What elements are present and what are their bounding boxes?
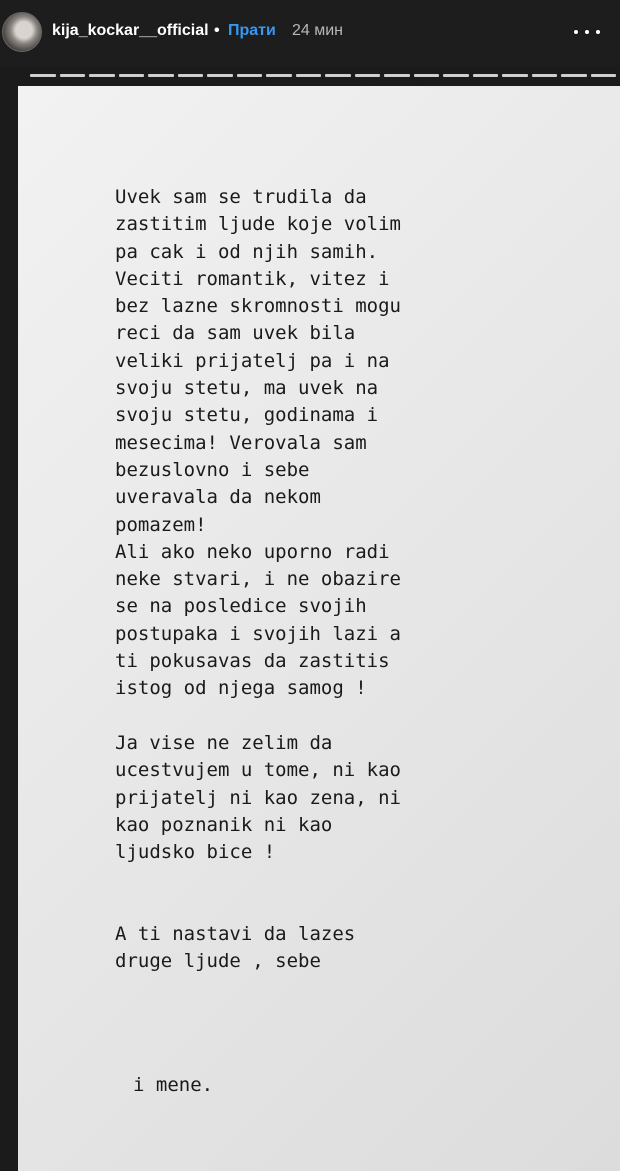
story-header [0, 0, 620, 66]
story-progress-bar [30, 74, 616, 77]
progress-segment [207, 74, 233, 77]
progress-segment [237, 74, 263, 77]
profile-avatar-icon[interactable] [2, 12, 42, 52]
progress-segment [561, 74, 587, 77]
progress-segment [296, 74, 322, 77]
progress-segment [148, 74, 174, 77]
more-dot [596, 30, 600, 34]
progress-segment [473, 74, 499, 77]
progress-segment [414, 74, 440, 77]
progress-segment [60, 74, 86, 77]
username-link[interactable]: kija_kockar__official [52, 22, 209, 39]
progress-segment [266, 74, 292, 77]
story-closing-text: i mene. [133, 1074, 214, 1096]
progress-segment [443, 74, 469, 77]
progress-segment [89, 74, 115, 77]
more-dot [585, 30, 589, 34]
progress-segment [119, 74, 145, 77]
progress-segment [384, 74, 410, 77]
more-dot [574, 30, 578, 34]
separator-dot: • [214, 22, 220, 39]
progress-segment [325, 74, 351, 77]
progress-segment [30, 74, 56, 77]
progress-segment [532, 74, 558, 77]
progress-segment [355, 74, 381, 77]
story-content[interactable] [18, 86, 620, 1171]
progress-segment [178, 74, 204, 77]
story-timestamp: 24 мин [292, 22, 344, 39]
progress-segment [591, 74, 617, 77]
story-text: Uvek sam se trudila da zastitim ljude koje volim pa cak i od njih samih. Veciti romantik, vitez i bez lazne skromnosti mogu reci da sam uvek bila veliki prijatelj pa i na svoju stetu, ma uvek na svoju stetu, godinama i mesecima! Verovala sam bezuslovno i sebe uveravala da nekom pomazem! Ali ako neko uporno radi neke stvari, i ne obazire se na posledice svojih postupaka i svojih lazi a ti pokusavas da zastitis istog od njega samog ! Ja vise ne zelim da ucestvujem u tome, ni kao prijatelj ni kao zena, ni kao poznanik ni kao ljudsko bice ! A ti nastavi da lazes druge ljude , sebe [115, 186, 401, 973]
more-options-icon[interactable] [574, 22, 600, 42]
follow-button[interactable]: Прати [228, 22, 276, 39]
progress-segment [502, 74, 528, 77]
